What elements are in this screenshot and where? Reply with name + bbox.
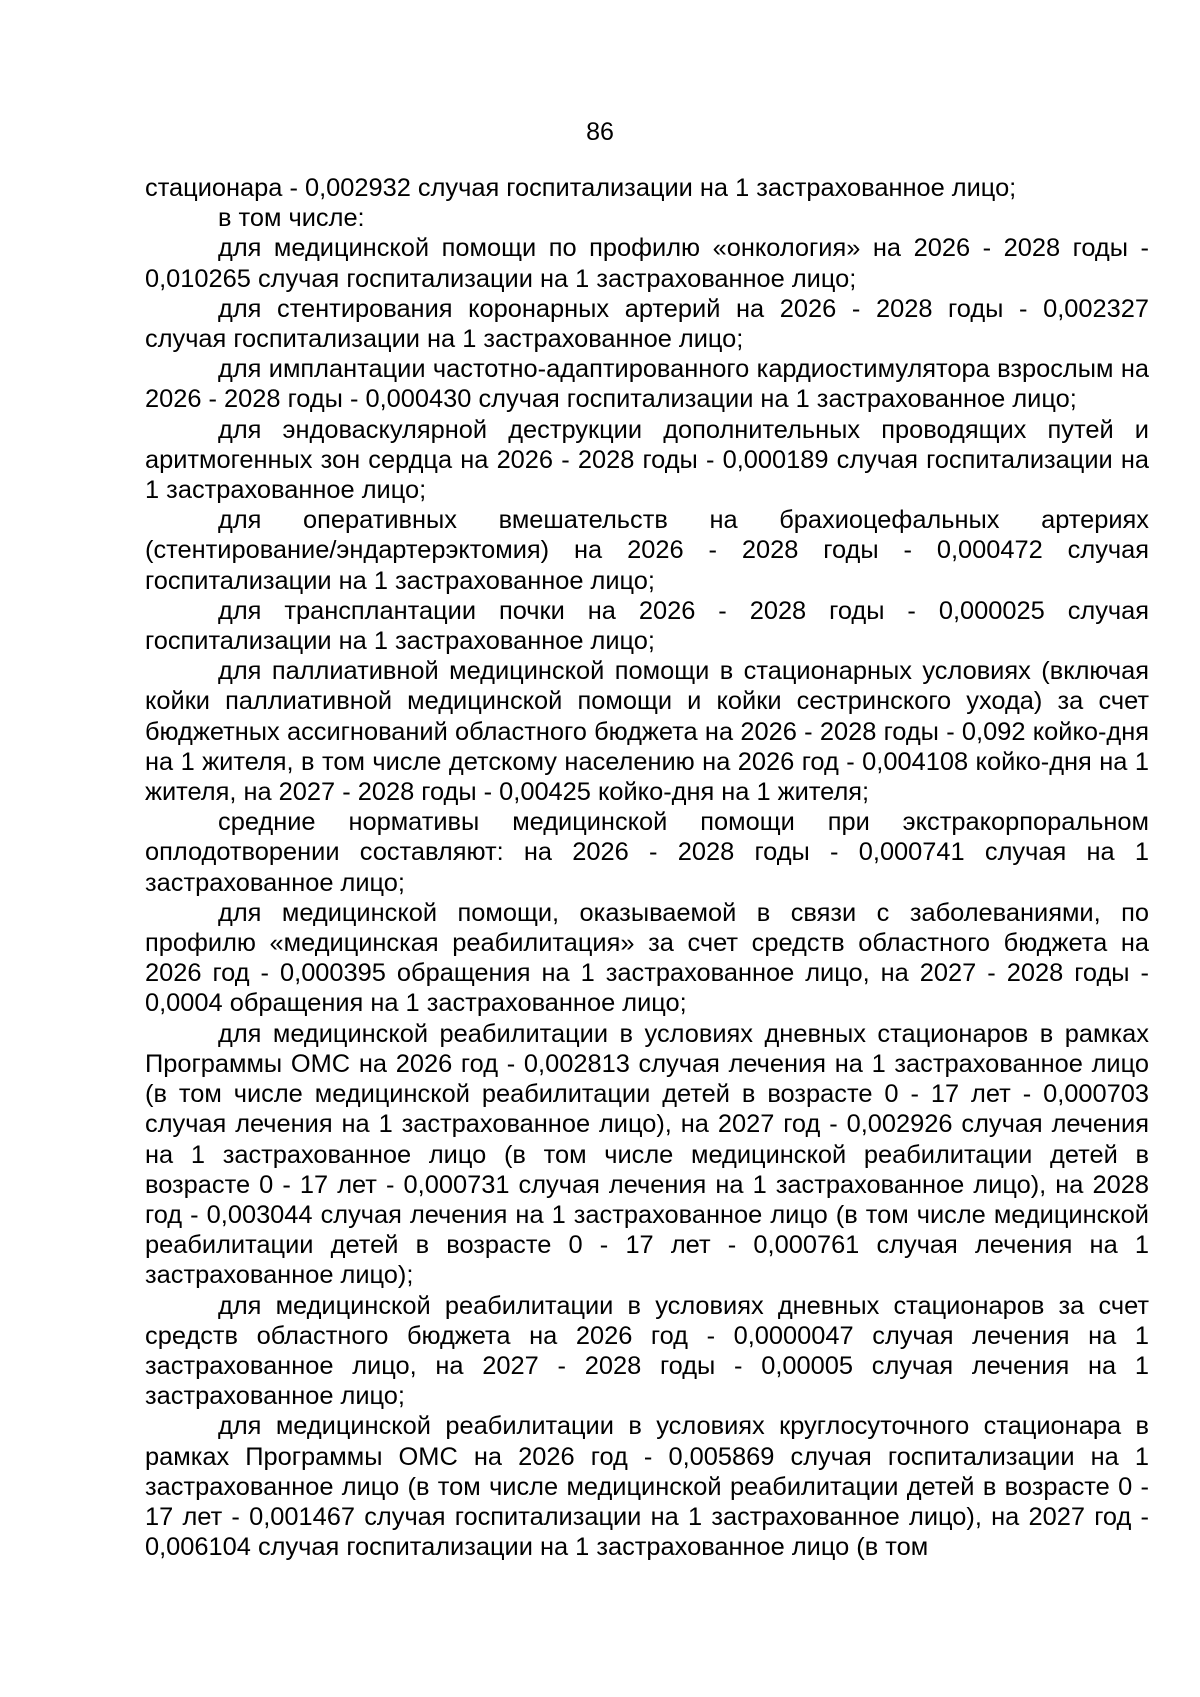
page-number: 86 — [586, 118, 614, 146]
paragraph: для медицинской помощи по профилю «онкология» на 2026 - 2028 годы - 0,010265 случая госпитализации на 1 застрахованное лицо; — [145, 234, 1149, 293]
paragraph: для медицинской реабилитации в условиях дневных стационаров в рамках Программы ОМС на 2026 год - 0,002813 случая лечения на 1 застрахованное лицо (в том числе медицинской реабилитации детей в возрасте 0 - 17 лет - 0,000703 случая лечения на 1 застрахованное лицо), на 2027 год - 0,002926 случая лечения на 1 застрахованное лицо (в том числе медицинской реабилитации детей в возрасте 0 - 17 лет - 0,000731 случая лечения на 1 застрахованное лицо), на 2028 год - 0,003044 случая лечения на 1 застрахованное лицо (в том числе медицинской реабилитации детей в возрасте 0 - 17 лет - 0,000761 случая лечения на 1 застрахованное лицо); — [145, 1019, 1149, 1290]
paragraph: для трансплантации почки на 2026 - 2028 годы - 0,000025 случая госпитализации на 1 застрахованное лицо; — [145, 596, 1149, 656]
paragraph: для медицинской реабилитации в условиях круглосуточного стационара в рамках Программы ОМС на 2026 год - 0,005869 случая госпитализации на 1 застрахованное лицо (в том числе медицинской реабилитации детей в возрасте 0 - 17 лет - 0,001467 случая госпитализации на 1 застрахованное лицо), на 2027 год - 0,006104 случая госпитализации на 1 застрахованное лицо (в том — [145, 1412, 1149, 1562]
paragraph: стационара - 0,002932 случая госпитализации на 1 застрахованное лицо; — [145, 174, 1017, 202]
paragraph: для оперативных вмешательств на брахиоцефальных артериях (стентирование/эндартерэктомия) на 2026 - 2028 годы - 0,000472 случая госпитализации на 1 застрахованное лицо; — [145, 506, 1149, 595]
paragraph: для медицинской помощи, оказываемой в связи с заболеваниями, по профилю «медицинская реабилитация» за счет средств областного бюджета на 2026 год - 0,000395 обращения на 1 застрахованное лицо, на 2027 - 2028 годы - 0,0004 обращения на 1 застрахованное лицо; — [145, 898, 1149, 1018]
body-text — [145, 173, 1149, 1562]
paragraph: для эндоваскулярной деструкции дополнительных проводящих путей и аритмогенных зон сердца на 2026 - 2028 годы - 0,000189 случая госпитализации на 1 застрахованное лицо; — [145, 415, 1149, 505]
paragraph: в том числе: — [218, 204, 365, 233]
paragraph: для паллиативной медицинской помощи в стационарных условиях (включая койки паллиативной медицинской помощи и койки сестринского ухода) за счет бюджетных ассигнований областного бюджета на 2026 - 2028 годы - 0,092 койко-дня на 1 жителя, в том числе детскому населению на 2026 год - 0,004108 койко-дня на 1 жителя, на 2027 - 2028 годы - 0,00425 койко-дня на 1 жителя; — [145, 657, 1149, 807]
paragraph: средние нормативы медицинской помощи при экстракорпоральном оплодотворении составляют: на 2026 - 2028 годы - 0,000741 случая на 1 застрахованное лицо; — [145, 808, 1149, 897]
paragraph: для стентирования коронарных артерий на 2026 - 2028 годы - 0,002327 случая госпитализации на 1 застрахованное лицо; — [145, 294, 1149, 354]
paragraph: для имплантации частотно-адаптированного кардиостимулятора взрослым на 2026 - 2028 годы - 0,000430 случая госпитализации на 1 застрахованное лицо; — [145, 355, 1149, 414]
paragraph: для медицинской реабилитации в условиях дневных стационаров за счет средств областного бюджета на 2026 год - 0,0000047 случая лечения на 1 застрахованное лицо, на 2027 - 2028 годы - 0,00005 случая лечения на 1 застрахованное лицо; — [145, 1291, 1149, 1411]
